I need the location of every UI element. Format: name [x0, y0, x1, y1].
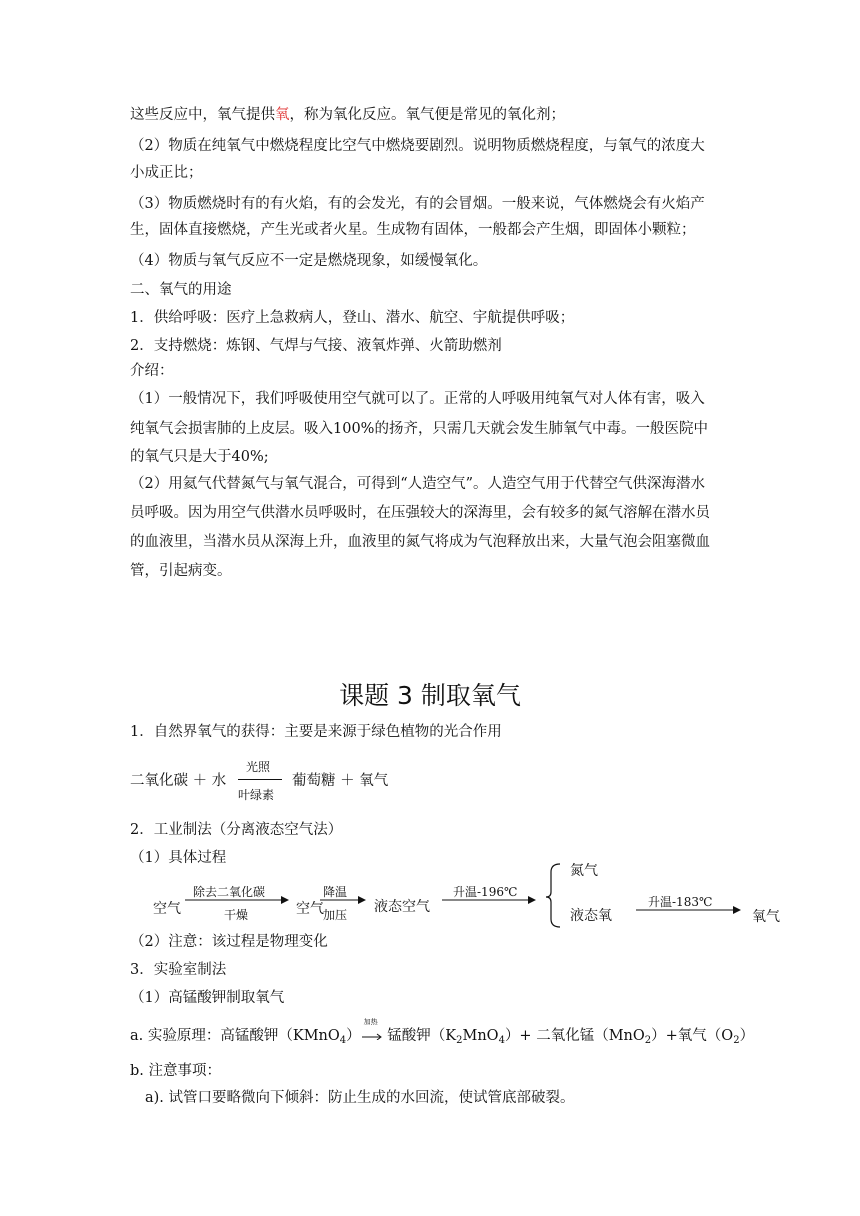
text-line: （1）具体过程: [130, 850, 227, 866]
text-line: 管，引起病变。: [130, 563, 232, 579]
text-segment: 这些反应中，氧气提供: [130, 107, 275, 123]
text-segment: ）+氧气（O: [651, 1028, 734, 1044]
reaction-principle: [130, 1018, 755, 1051]
text-line: 2．支持燃烧：炼钢、气焊与气接、液氧炸弹、火箭助燃剂: [130, 338, 502, 354]
text-line: 员呼吸。因为用空气供潜水员呼吸时，在压强较大的深海里，会有较多的氮气溶解在潜水员: [130, 505, 710, 521]
text-line: （2）物质在纯氧气中燃烧程度比空气中燃烧要剧烈。说明物质燃烧程度，与氧气的浓度大: [130, 138, 705, 154]
text-line: 生，固体直接燃烧，产生光或者火星。生成物有固体，一般都会产生烟，即固体小颗粒；: [130, 222, 696, 238]
text-line: （1）高锰酸钾制取氧气: [130, 990, 285, 1006]
text-line: a). 试管口要略微向下倾斜：防止生成的水回流，使试管底部破裂。: [145, 1090, 575, 1106]
highlighted-character: 氧: [275, 107, 290, 123]
text-line: （4）物质与氧气反应不一定是燃烧现象，如缓慢氧化。: [130, 253, 488, 269]
flow-condition: 干燥: [224, 908, 249, 922]
flow-node-liquid-oxygen: 液态氧: [570, 908, 612, 924]
text-line: 的血液里，当潜水员从深海上升，血液里的氮气将成为气泡释放出来，大量气泡会阻塞微血: [130, 534, 710, 550]
flow-condition: 升温-183℃: [648, 895, 713, 909]
section-heading: 二、氧气的用途: [130, 282, 232, 298]
subscript: 4: [498, 1035, 505, 1046]
text-line: （1）一般情况下，我们呼吸使用空气就可以了。正常的人呼吸用纯氧气对人体有害，吸入: [130, 391, 705, 407]
flow-condition: 加压: [323, 908, 348, 922]
text-line: 小成正比；: [130, 165, 203, 181]
text-line: 介绍：: [130, 363, 174, 379]
flow-condition: 降温: [323, 885, 348, 899]
text-segment: ）: [739, 1028, 755, 1044]
text-segment: ，称为氧化反应。氧气便是常见的氧化剂；: [289, 107, 565, 123]
text-line: 1．供给呼吸：医疗上急救病人，登山、潜水、航空、宇航提供呼吸；: [130, 310, 575, 326]
flow-node-oxygen: 氧气: [752, 909, 780, 925]
flow-node-air: 空气: [296, 901, 324, 917]
text-segment: ）: [346, 1028, 361, 1044]
flow-condition: 除去二氧化碳: [193, 885, 266, 899]
text-segment: 锰酸钾（K: [382, 1028, 457, 1044]
brace-icon: [546, 864, 560, 927]
condition-heat: 加热: [363, 1018, 378, 1026]
text-line: （2）用氦气代替氮气与氧气混合，可得到“人造空气”。人造空气用于代替空气供深海潜水: [130, 476, 706, 492]
text-segment: ）+ 二氧化锰（MnO: [504, 1028, 645, 1044]
text-line: 2．工业制法（分离液态空气法）: [130, 822, 343, 838]
flow-node-air: 空气: [153, 901, 181, 917]
flow-node-nitrogen: 氮气: [570, 863, 598, 879]
subscript: 2: [456, 1035, 463, 1046]
text-line: （3）物质燃烧时有的有火焰，有的会发光，有的会冒烟。一般来说，气体燃烧会有火焰产: [130, 196, 705, 212]
flow-condition: 升温-196℃: [453, 885, 518, 899]
text-line: 纯氧气会损害肺的上皮层。吸入100%的扬齐，只需几天就会发生肺氧气中毒。一般医院中: [130, 421, 708, 437]
subscript: 2: [644, 1035, 652, 1046]
text-segment: MnO: [462, 1028, 499, 1044]
text-line: （2）注意：该过程是物理变化: [130, 934, 328, 950]
text-line: 1．自然界氧气的获得：主要是来源于绿色植物的光合作用: [130, 724, 502, 740]
flow-node-liquid-air: 液态空气: [374, 899, 430, 915]
equation-reactants: 二氧化碳 ＋ 水: [130, 773, 227, 789]
subscript: 4: [339, 1035, 347, 1046]
section-title: 课题 3 制取氧气: [339, 681, 521, 710]
condition-light: 光照: [246, 760, 271, 774]
arrow-icon: [361, 1026, 383, 1040]
heat-arrow: [361, 1018, 383, 1040]
equation-products: 葡萄糖 ＋ 氧气: [292, 773, 389, 789]
subscript: 2: [733, 1035, 740, 1046]
text-line: 3．实验室制法: [130, 962, 227, 978]
text-line: 的氧气只是大于40%;: [130, 449, 269, 465]
text-line: b. 注意事项：: [130, 1063, 221, 1079]
condition-chlorophyll: 叶绿素: [238, 788, 275, 802]
text-segment: a. 实验原理：高锰酸钾（KMnO: [130, 1028, 340, 1044]
